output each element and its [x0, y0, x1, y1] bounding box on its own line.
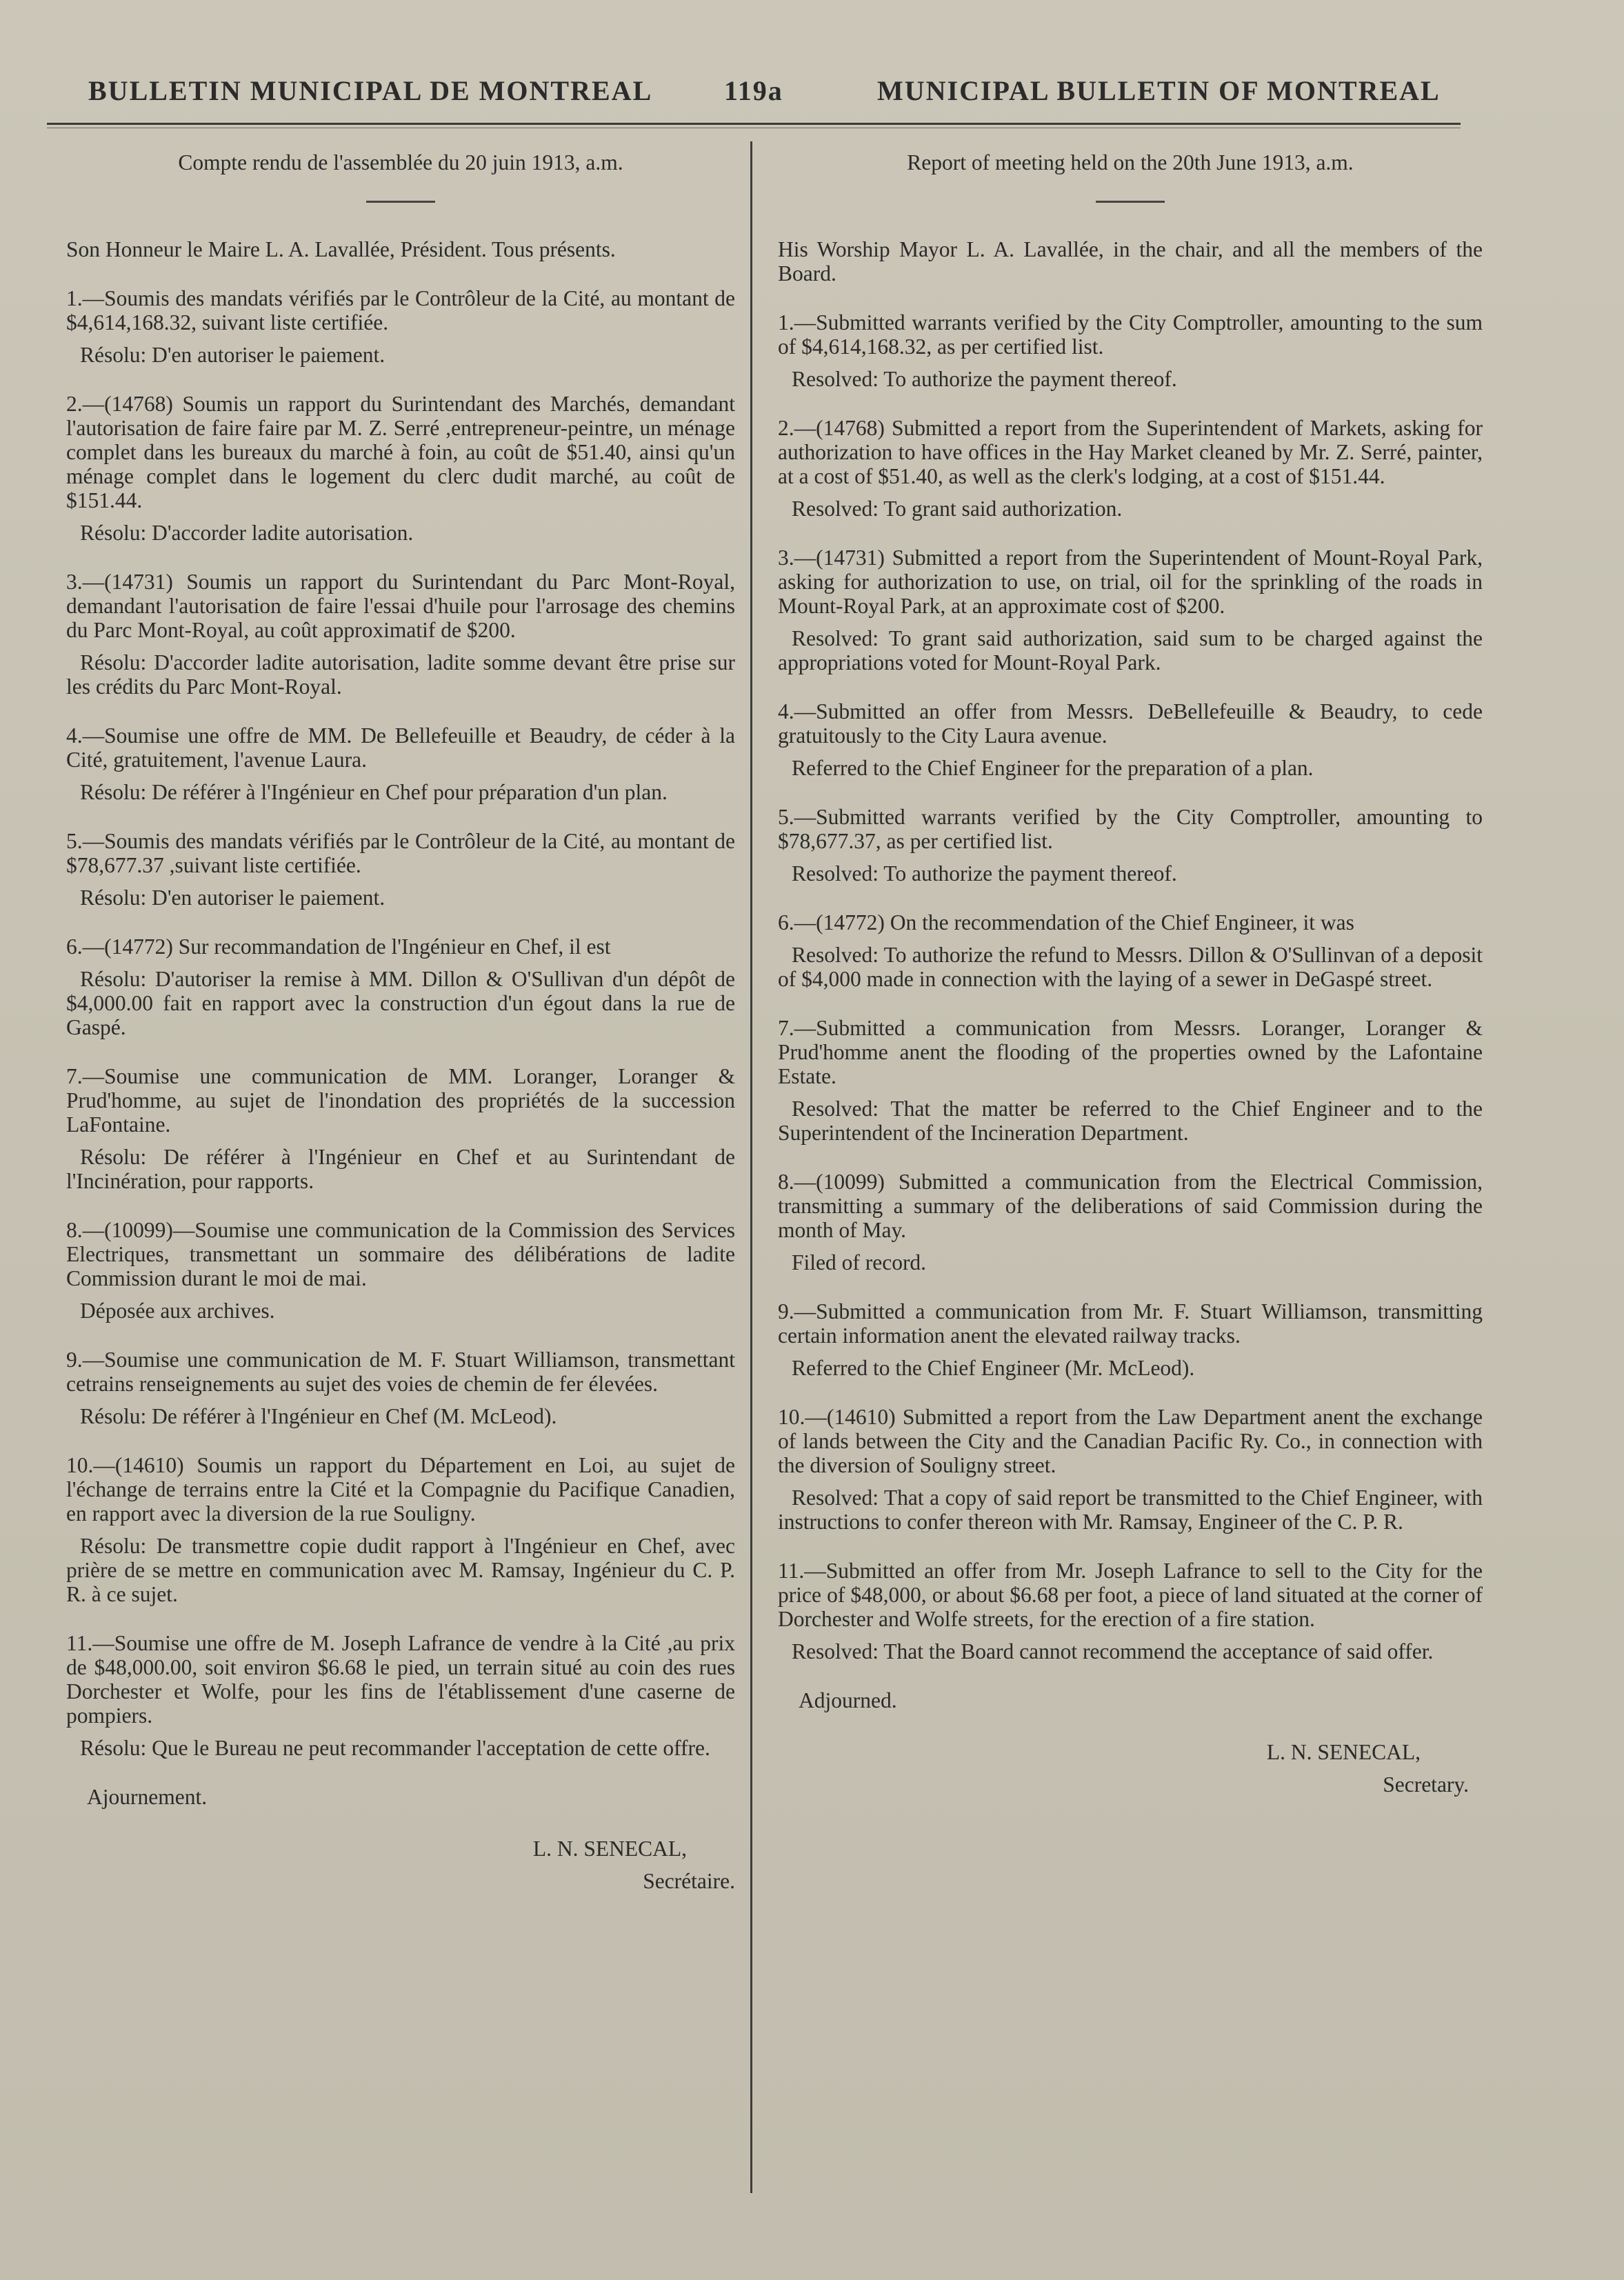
- item-resolution: Resolved: To authorize the payment thereof.: [792, 367, 1177, 391]
- item-resolution: Résolu: D'en autoriser le paiement.: [80, 343, 385, 367]
- english-column: [778, 150, 1483, 1818]
- french-adjourned: Ajournement.: [87, 1785, 208, 1809]
- minute-item: [66, 934, 735, 1039]
- item-text: 9.—Submitted a communication from Mr. F. Stuart Williamson, transmitting certain information anent the elevated railway tracks.: [778, 1299, 1483, 1348]
- english-intro: His Worship Mayor L. A. Lavallée, in the chair, and all the members of the Board.: [778, 237, 1483, 286]
- minute-item: [66, 1064, 735, 1193]
- french-column: [66, 150, 735, 1914]
- item-text: 1.—Submitted warrants verified by the City Comptroller, amounting to the sum of $4,614,168.32, as per certified list.: [778, 310, 1483, 359]
- item-text: 11.—Soumise une offre de M. Joseph Lafrance de vendre à la Cité ,au prix de $48,000.00, soit environ $6.68 le pied, un terrain situé au coin des rues Dorchester et Wolfe, pour les fins de l'établissement d'une caserne de pompiers.: [66, 1631, 735, 1728]
- item-text: 11.—Submitted an offer from Mr. Joseph Lafrance to sell to the City for the price of $48,000, or about $6.68 per foot, a piece of land situated at the corner of Dorchester and Wolfe streets, for the erection of a fire station.: [778, 1559, 1483, 1631]
- minute-item: [778, 310, 1483, 391]
- item-resolution: Résolu: De référer à l'Ingénieur en Chef pour préparation d'un plan.: [80, 780, 668, 804]
- minute-item: [778, 1559, 1483, 1663]
- minute-item: [66, 1348, 735, 1428]
- minute-item: [66, 723, 735, 804]
- item-resolution: Referred to the Chief Engineer for the preparation of a plan.: [792, 756, 1314, 780]
- french-items: [66, 286, 735, 1760]
- item-resolution: Résolu: De référer à l'Ingénieur en Chef et au Surintendant de l'Incinération, pour rapports.: [66, 1145, 735, 1193]
- item-resolution: Resolved: To grant said authorization, said sum to be charged against the appropriations voted for Mount-Royal Park.: [778, 626, 1483, 674]
- item-text: 4.—Submitted an offer from Messrs. DeBellefeuille & Beaudry, to cede gratuitously to the City Laura avenue.: [778, 699, 1483, 748]
- minute-item: [66, 829, 735, 910]
- minute-item: [778, 1299, 1483, 1380]
- item-resolution: Filed of record.: [792, 1250, 927, 1274]
- item-resolution: Resolved: To authorize the payment thereof.: [792, 861, 1177, 886]
- english-signature-title: Secretary.: [1383, 1772, 1469, 1797]
- minute-item: [66, 1218, 735, 1323]
- minute-item: [778, 805, 1483, 886]
- item-resolution: Resolved: That a copy of said report be transmitted to the Chief Engineer, with instructions to confer thereon with Mr. Ramsay, Engineer of the C. P. R.: [778, 1486, 1483, 1534]
- french-intro: Son Honneur le Maire L. A. Lavallée, Président. Tous présents.: [66, 237, 616, 261]
- french-signature-title: Secrétaire.: [643, 1868, 735, 1893]
- item-text: 3.—(14731) Soumis un rapport du Surintendant du Parc Mont-Royal, demandant l'autorisation de faire l'essai d'huile pour l'arrosage des chemins du Parc Mont-Royal, au coût approximatif de $200.: [66, 570, 735, 642]
- item-resolution: Résolu: Que le Bureau ne peut recommander l'acceptation de cette offre.: [80, 1736, 710, 1760]
- header-english-title: MUNICIPAL BULLETIN OF MONTREAL: [877, 75, 1441, 106]
- header-rule: [47, 123, 1461, 125]
- english-adjourned: Adjourned.: [799, 1688, 897, 1712]
- item-resolution: Résolu: De transmettre copie dudit rapport à l'Ingénieur en Chef, avec prière de se mettre en communication avec M. Ramsay, Ingénieur du C. P. R. à ce sujet.: [66, 1534, 735, 1606]
- item-text: 8.—(10099)—Soumise une communication de la Commission des Services Electriques, transmettant un sommaire des délibérations de ladite Commission durant le moi de mai.: [66, 1218, 735, 1290]
- item-text: 4.—Soumise une offre de MM. De Bellefeuille et Beaudry, de céder à la Cité, gratuitement, l'avenue Laura.: [66, 723, 735, 772]
- item-text: 2.—(14768) Submitted a report from the Superintendent of Markets, asking for authorization to have offices in the Hay Market cleaned by Mr. Z. Serré, painter, at a cost of $51.40, as well as the clerk's lodging, at a cost of $151.44.: [778, 416, 1483, 488]
- item-text: 5.—Soumis des mandats vérifiés par le Contrôleur de la Cité, au montant de $78,677.37 ,suivant liste certifiée.: [66, 829, 735, 877]
- header-french-title: BULLETIN MUNICIPAL DE MONTREAL: [88, 75, 653, 106]
- page-header: [0, 74, 1624, 116]
- item-resolution: Résolu: D'autoriser la remise à MM. Dillon & O'Sullivan d'un dépôt de $4,000.00 fait en rapport avec la construction d'un égout dans la rue de Gaspé.: [66, 967, 735, 1039]
- minute-item: [66, 1453, 735, 1606]
- english-items: [778, 310, 1483, 1663]
- item-resolution: Résolu: D'accorder ladite autorisation, ladite somme devant être prise sur les crédits du Parc Mont-Royal.: [66, 650, 735, 699]
- english-signature: L. N. SENECAL,: [1266, 1740, 1421, 1764]
- minute-item: [778, 910, 1483, 991]
- item-resolution: Résolu: D'en autoriser le paiement.: [80, 886, 385, 910]
- minute-item: [778, 416, 1483, 521]
- english-heading: Report of meeting held on the 20th June 1913, a.m.: [907, 150, 1354, 174]
- heading-rule: [1096, 201, 1165, 203]
- minute-item: [778, 1016, 1483, 1145]
- minute-item: [778, 546, 1483, 674]
- minute-item: [66, 286, 735, 367]
- french-heading: Compte rendu de l'assemblée du 20 juin 1913, a.m.: [178, 150, 623, 174]
- french-signature: L. N. SENECAL,: [532, 1837, 687, 1861]
- item-text: 1.—Soumis des mandats vérifiés par le Contrôleur de la Cité, au montant de $4,614,168.32, suivant liste certifiée.: [66, 286, 735, 334]
- item-text: 6.—(14772) Sur recommandation de l'Ingénieur en Chef, il est: [66, 934, 611, 959]
- page-number: 119a: [724, 75, 783, 106]
- minute-item: [778, 699, 1483, 780]
- column-divider: [750, 141, 752, 2193]
- item-text: 8.—(10099) Submitted a communication from the Electrical Commission, transmitting a summary of the deliberations of said Commission during the month of May.: [778, 1170, 1483, 1242]
- minute-item: [66, 392, 735, 545]
- item-text: 7.—Submitted a communication from Messrs. Loranger, Loranger & Prud'homme anent the flooding of the properties owned by the Lafontaine Estate.: [778, 1016, 1483, 1088]
- minute-item: [778, 1170, 1483, 1274]
- item-resolution: Resolved: That the matter be referred to the Chief Engineer and to the Superintendent of the Incineration Department.: [778, 1097, 1483, 1145]
- item-text: 10.—(14610) Soumis un rapport du Département en Loi, au sujet de l'échange de terrains entre la Cité et la Compagnie du Pacifique Canadien, en rapport avec la diversion de la rue Souligny.: [66, 1453, 735, 1526]
- minute-item: [66, 1631, 735, 1760]
- minute-item: [66, 570, 735, 699]
- heading-rule: [366, 201, 435, 203]
- item-text: 2.—(14768) Soumis un rapport du Surintendant des Marchés, demandant l'autorisation de faire faire par M. Z. Serré ,entrepreneur-peintre, un ménage complet dans les bureaux du marché à foin, au coût de $51.40, ainsi qu'un ménage complet dans le logement du clerc dudit marché, au coût de $151.44.: [66, 392, 735, 512]
- item-resolution: Resolved: That the Board cannot recommend the acceptance of said offer.: [792, 1639, 1434, 1663]
- minute-item: [778, 1405, 1483, 1534]
- item-text: 6.—(14772) On the recommendation of the Chief Engineer, it was: [778, 910, 1354, 934]
- item-text: 7.—Soumise une communication de MM. Loranger, Loranger & Prud'homme, au sujet de l'inondation des propriétés de la succession LaFontaine.: [66, 1064, 735, 1137]
- item-resolution: Résolu: D'accorder ladite autorisation.: [80, 521, 414, 545]
- item-resolution: Referred to the Chief Engineer (Mr. McLeod).: [792, 1356, 1195, 1380]
- item-text: 5.—Submitted warrants verified by the City Comptroller, amounting to $78,677.37, as per certified list.: [778, 805, 1483, 853]
- item-resolution: Résolu: De référer à l'Ingénieur en Chef (M. McLeod).: [80, 1404, 557, 1428]
- item-resolution: Déposée aux archives.: [80, 1299, 275, 1323]
- item-text: 9.—Soumise une communication de M. F. Stuart Williamson, transmettant cetrains renseignements au sujet des voies de chemin de fer élevées.: [66, 1348, 735, 1396]
- item-text: 3.—(14731) Submitted a report from the Superintendent of Mount-Royal Park, asking for authorization to use, on trial, oil for the sprinkling of the roads in Mount-Royal Park, at an approximate cost of $200.: [778, 546, 1483, 618]
- item-text: 10.—(14610) Submitted a report from the Law Department anent the exchange of lands between the City and the Canadian Pacific Ry. Co., in connection with the diversion of Souligny street.: [778, 1405, 1483, 1477]
- item-resolution: Resolved: To authorize the refund to Messrs. Dillon & O'Sullinvan of a deposit of $4,000 made in connection with the laying of a sewer in DeGaspé street.: [778, 943, 1483, 991]
- item-resolution: Resolved: To grant said authorization.: [792, 497, 1123, 521]
